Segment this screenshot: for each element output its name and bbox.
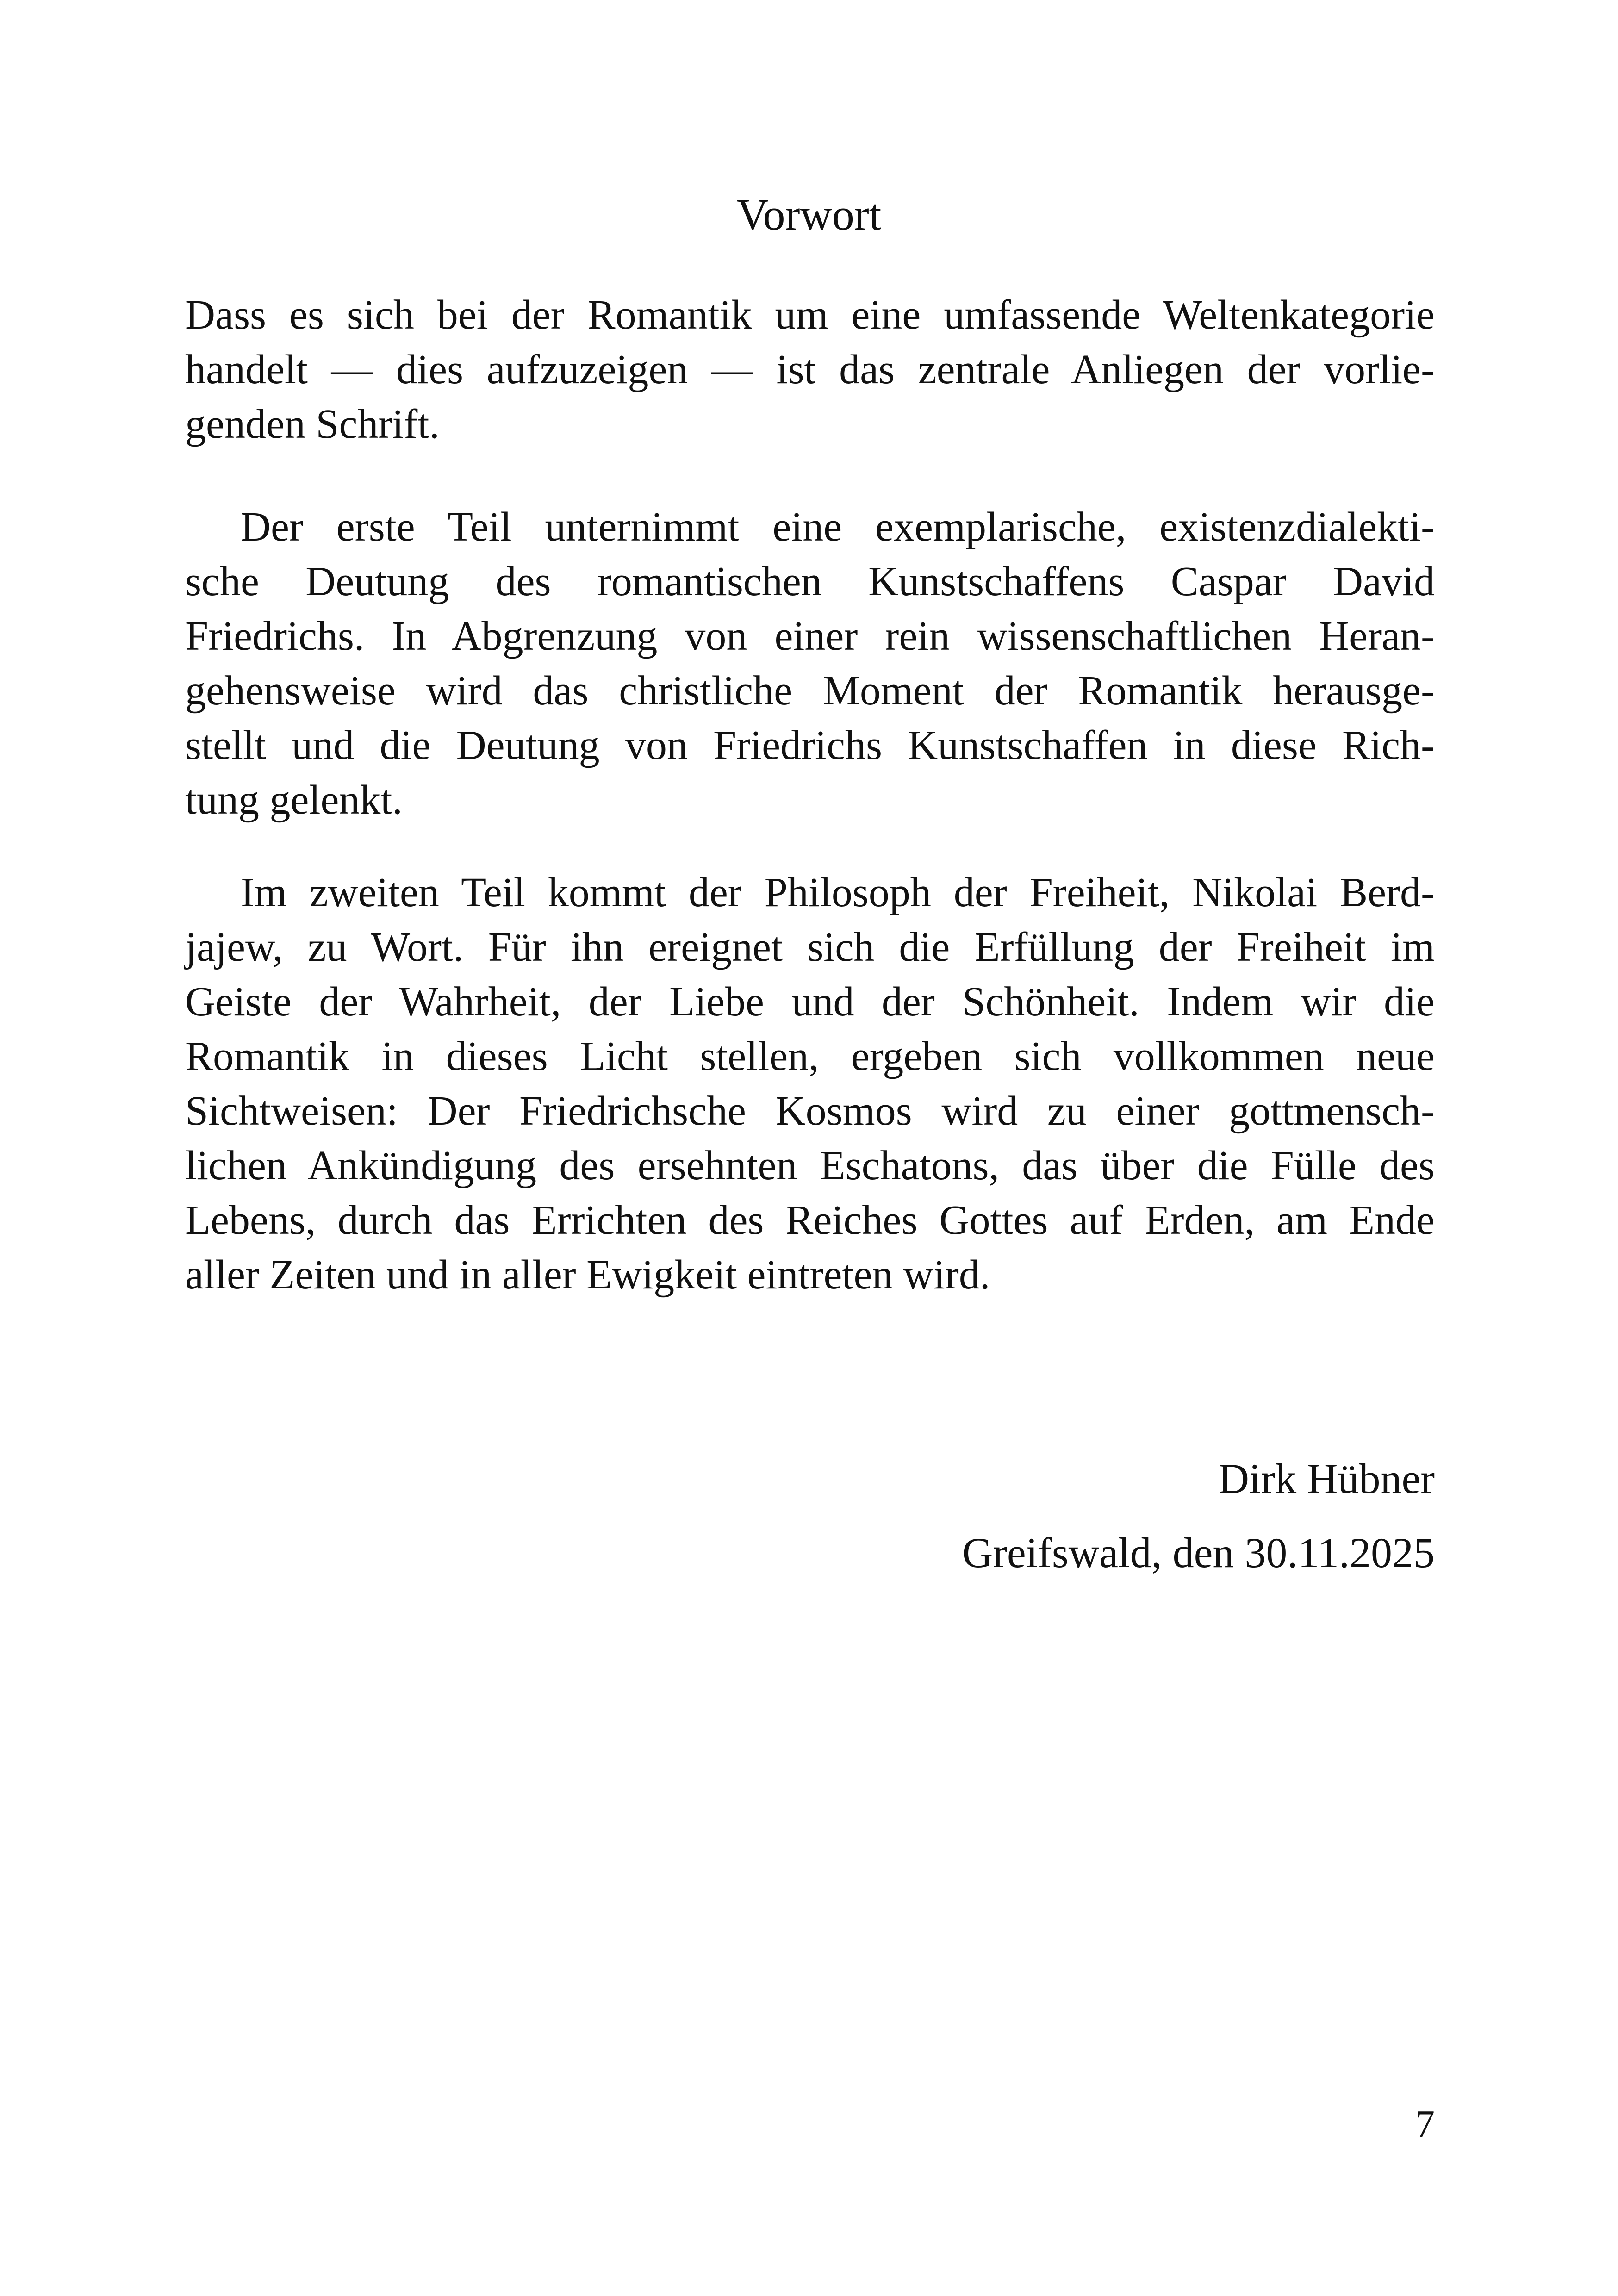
text-line: Dass es sich bei der Romantik um eine umfassende Weltenkategorie bbox=[185, 292, 1435, 338]
page-number: 7 bbox=[1415, 2103, 1435, 2146]
text-line: gehensweise wird das christliche Moment der Romantik herausge- bbox=[185, 668, 1435, 714]
paragraph-part-two bbox=[185, 865, 1435, 1302]
paragraph-part-one bbox=[185, 500, 1435, 828]
text-line: jajew, zu Wort. Für ihn ereignet sich die Erfüllung der Freiheit im bbox=[185, 924, 1435, 970]
text-line: genden Schrift. bbox=[185, 401, 440, 447]
text-line: handelt — dies aufzuzeigen — ist das zentrale Anliegen der vorlie- bbox=[185, 347, 1435, 392]
place-and-date: Greifswald, den 30.11.2025 bbox=[962, 1529, 1435, 1576]
text-line: Friedrichs. In Abgrenzung von einer rein wissenschaftlichen Heran- bbox=[185, 613, 1435, 659]
text-line: Romantik in dieses Licht stellen, ergeben sich vollkommen neue bbox=[185, 1033, 1435, 1079]
text-line: Lebens, durch das Errichten des Reiches Gottes auf Erden, am Ende bbox=[185, 1197, 1435, 1243]
signature-block bbox=[962, 1442, 1435, 1590]
text-line: Geiste der Wahrheit, der Liebe und der Schönheit. Indem wir die bbox=[185, 979, 1435, 1025]
author-name: Dirk Hübner bbox=[1218, 1455, 1435, 1502]
text-line: Im zweiten Teil kommt der Philosoph der Freiheit, Nikolai Berd- bbox=[241, 870, 1435, 915]
page-title: Vorwort bbox=[736, 190, 882, 239]
paragraph-intro bbox=[185, 288, 1435, 452]
text-line: stellt und die Deutung von Friedrichs Kunstschaffen in diese Rich- bbox=[185, 722, 1435, 768]
text-line: aller Zeiten und in aller Ewigkeit eintreten wird. bbox=[185, 1252, 990, 1298]
text-line: tung gelenkt. bbox=[185, 777, 403, 823]
text-line: sche Deutung des romantischen Kunstschaffens Caspar David bbox=[185, 559, 1435, 604]
text-line: lichen Ankündigung des ersehnten Eschatons, das über die Fülle des bbox=[185, 1143, 1435, 1188]
text-line: Der erste Teil unternimmt eine exemplarische, existenzdialekti- bbox=[241, 504, 1435, 550]
text-line: Sichtweisen: Der Friedrichsche Kosmos wird zu einer gottmensch- bbox=[185, 1088, 1435, 1134]
